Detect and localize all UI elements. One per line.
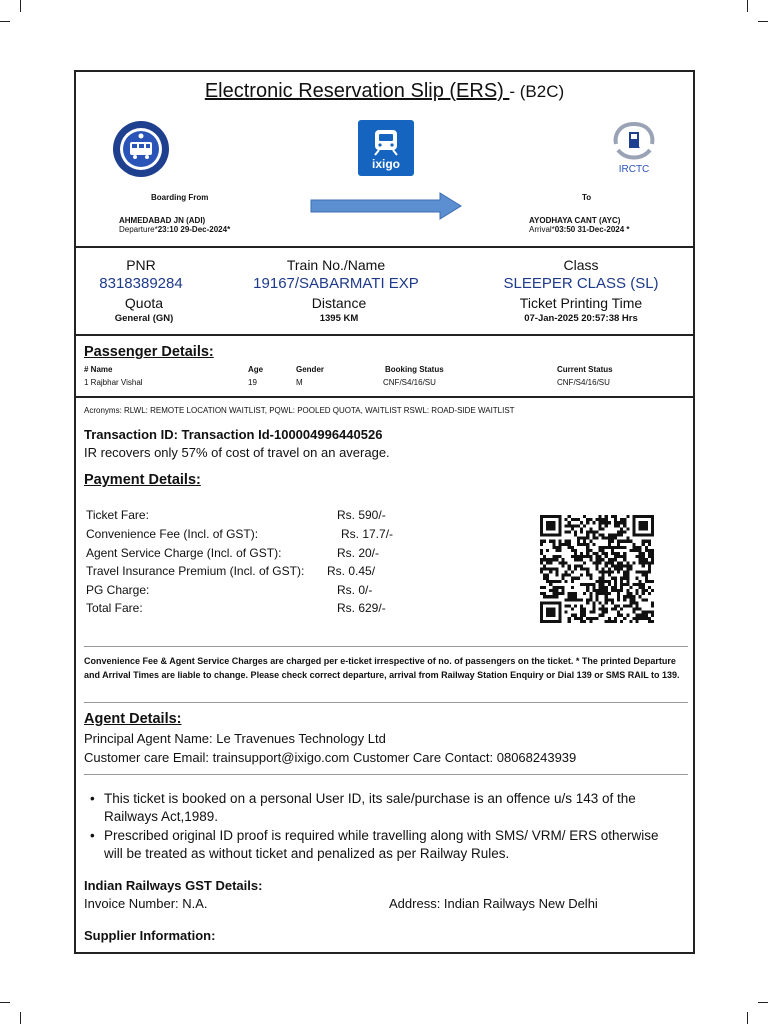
divider — [76, 334, 693, 336]
divider — [84, 774, 688, 775]
passenger-booking-status: CNF/S4/16/SU — [383, 378, 436, 387]
crop-mark — [20, 1012, 21, 1024]
pnr-value: 8318389284 — [99, 275, 183, 292]
irctc-logo-text: IRCTC — [618, 164, 650, 175]
departure-time — [119, 225, 230, 234]
title-main: Electronic Reservation Slip (ERS) — [204, 80, 510, 102]
passenger-current-status: CNF/S4/16/SU — [557, 378, 610, 387]
passenger-col-age: Age — [248, 365, 264, 374]
qr-code — [540, 515, 654, 623]
payment-label-total: Total Fare: — [86, 601, 143, 615]
ticket — [74, 70, 695, 954]
notice-text: Convenience Fee & Agent Service Charges are charged per e-ticket irrespective of no. of passengers on the ticket. * The printed Departure and Arrival Times are liable to change. Please check correct departure, arrival from Railway Station Enquiry or Dial 139 or SMS RAIL to 139. — [84, 656, 680, 680]
ixigo-logo-text: ixigo — [371, 157, 400, 171]
payment-label-agent: Agent Service Charge (Incl. of GST): — [86, 546, 282, 560]
passenger-col-current: Current Status — [557, 365, 613, 374]
distance-label: Distance — [311, 295, 367, 311]
crop-mark — [747, 1012, 748, 1024]
train-value: 19167/SABARMATI EXP — [253, 275, 419, 292]
quota-label: Quota — [124, 295, 164, 311]
payment-label-insurance: Travel Insurance Premium (Incl. of GST): — [86, 564, 305, 578]
passenger-col-name: # Name — [84, 365, 113, 374]
divider — [76, 246, 693, 248]
print-time-label: Ticket Printing Time — [519, 295, 643, 311]
class-label: Class — [563, 257, 599, 273]
departure-label: Departure* — [119, 225, 158, 234]
gst-invoice: Invoice Number: N.A. — [84, 896, 208, 911]
train-label: Train No./Name — [286, 257, 386, 273]
payment-value-total: Rs. 629/- — [337, 601, 386, 615]
payment-label-ticket: Ticket Fare: — [86, 508, 149, 522]
boarding-label: Boarding From — [151, 193, 209, 202]
title-sub: - (B2C) — [509, 82, 565, 101]
payment-value-convenience: Rs. 17.7/- — [341, 527, 394, 541]
page-title — [76, 80, 693, 103]
supplier-heading: Supplier Information: — [84, 928, 216, 943]
passenger-col-booking: Booking Status — [385, 365, 444, 374]
list-item: • Prescribed original ID proof is required while travelling along with SMS/ VRM/ ERS otherwise will be treated as without ticket and penalized as per Railway Rules. — [86, 827, 676, 863]
payment-value-pg: Rs. 0/- — [337, 583, 373, 597]
divider — [84, 702, 688, 703]
agent-principal: Principal Agent Name: Le Travenues Technology Ltd — [84, 731, 386, 746]
pnr-label: PNR — [126, 257, 156, 273]
crop-mark — [20, 0, 21, 12]
to-label: To — [582, 193, 592, 202]
crop-mark — [747, 0, 748, 12]
crop-mark — [0, 1002, 10, 1003]
print-time-value: 07-Jan-2025 20:57:38 Hrs — [524, 313, 638, 324]
gst-address: Address: Indian Railways New Delhi — [389, 896, 598, 911]
journey-arrow-icon — [310, 192, 462, 220]
crop-mark — [0, 21, 10, 22]
passenger-age: 19 — [248, 378, 257, 387]
arrival-label: Arrival* — [529, 225, 555, 234]
list-item: • This ticket is booked on a personal User ID, its sale/purchase is an offence u/s 143 of the Railways Act,1989. — [86, 790, 676, 826]
recovery-text: IR recovers only 57% of cost of travel on an average. — [84, 445, 390, 460]
passenger-col-gender: Gender — [296, 365, 325, 374]
divider — [84, 646, 688, 647]
agent-heading: Agent Details: — [84, 711, 182, 727]
ixigo-logo — [358, 120, 414, 176]
crop-mark — [758, 21, 768, 22]
from-station: AHMEDABAD JN (ADI) — [119, 216, 206, 225]
crop-mark — [758, 1002, 768, 1003]
payment-label-pg: PG Charge: — [86, 583, 150, 597]
payment-value-ticket: Rs. 590/- — [337, 508, 386, 522]
gst-heading: Indian Railways GST Details: — [84, 878, 263, 893]
distance-value: 1395 KM — [319, 313, 359, 324]
passenger-heading: Passenger Details: — [84, 344, 214, 360]
payment-label-convenience: Convenience Fee (Incl. of GST): — [86, 527, 259, 541]
passenger-name: 1 Rajbhar Vishal — [84, 378, 143, 387]
acronyms-text: Acronyms: RLWL: REMOTE LOCATION WAITLIST, PQWL: POOLED QUOTA, WAITLIST RSWL: ROAD-SIDE WAITLIST — [84, 406, 515, 415]
arrival-value: 03:50 31-Dec-2024 * — [554, 225, 630, 234]
arrival-time — [529, 225, 630, 234]
payment-heading: Payment Details: — [84, 472, 201, 488]
payment-value-agent: Rs. 20/- — [337, 546, 380, 560]
passenger-gender: M — [296, 378, 303, 387]
class-value: SLEEPER CLASS (SL) — [503, 275, 659, 292]
agent-contact: Customer care Email: trainsupport@ixigo.com Customer Care Contact: 08068243939 — [84, 750, 577, 765]
divider — [76, 396, 693, 398]
indian-railways-logo — [112, 120, 170, 178]
rules-list — [86, 790, 676, 864]
quota-value: General (GN) — [114, 313, 174, 324]
transaction-id: Transaction ID: Transaction Id-100004996440526 — [84, 427, 383, 442]
payment-value-insurance: Rs. 0.45/ — [327, 564, 376, 578]
to-station: AYODHAYA CANT (AYC) — [529, 216, 621, 225]
irctc-logo — [608, 120, 660, 178]
departure-value: 23:10 29-Dec-2024* — [157, 225, 231, 234]
